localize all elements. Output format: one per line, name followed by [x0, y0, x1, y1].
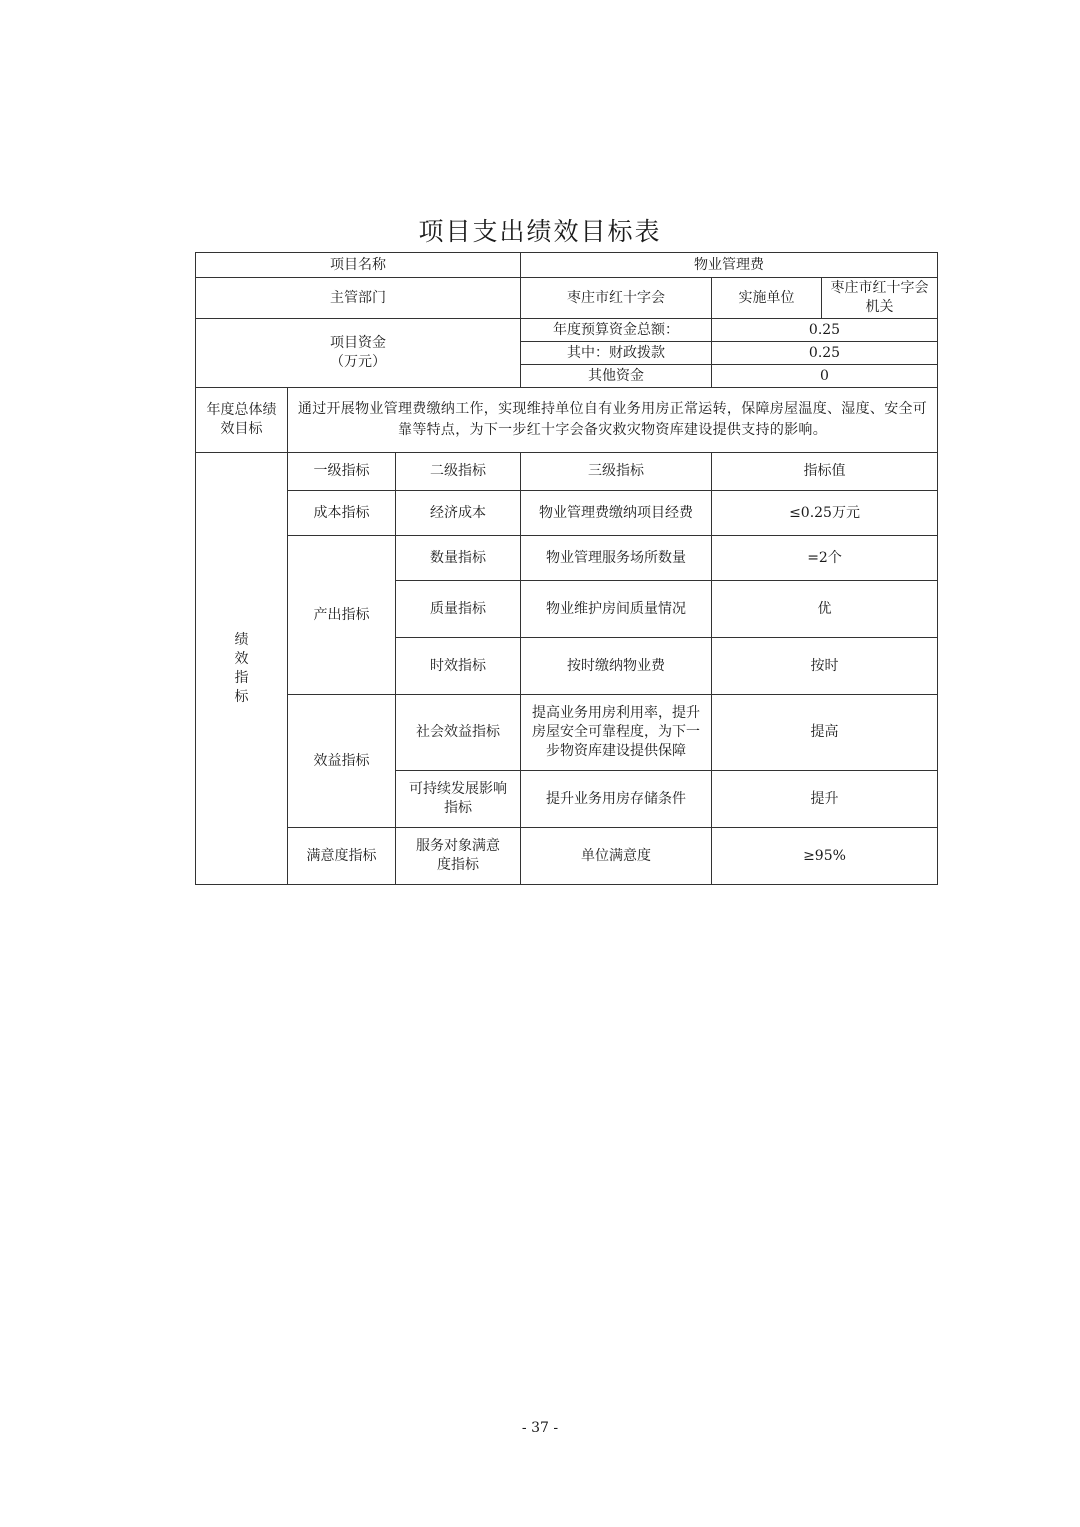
performance-table	[195, 252, 938, 885]
funds-total-label: 年度预算资金总额：	[521, 319, 712, 342]
satisfaction-level2: 服务对象满意度指标	[396, 828, 521, 885]
indicator-header-row	[196, 453, 938, 491]
benefit-level2: 社会效益指标	[396, 695, 521, 771]
header-value: 指标值	[712, 453, 938, 491]
department-value: 枣庄市红十字会	[521, 278, 712, 319]
annual-goal-label: 年度总体绩效目标	[196, 388, 288, 453]
indicators-section-text: 绩效指标	[234, 631, 249, 705]
output-value: =2个	[712, 536, 938, 581]
output-level2: 时效指标	[396, 638, 521, 695]
annual-goal-row	[196, 388, 938, 453]
cost-level2: 经济成本	[396, 491, 521, 536]
department-row	[196, 278, 938, 319]
funds-other-value: 0	[712, 365, 938, 388]
header-level3: 三级指标	[521, 453, 712, 491]
output-row-quantity	[196, 536, 938, 581]
benefit-level3: 提升业务用房存储条件	[521, 771, 712, 828]
project-name-label: 项目名称	[196, 253, 521, 278]
project-name-value: 物业管理费	[521, 253, 938, 278]
funds-unit-text: （万元）	[330, 354, 386, 370]
indicators-section-label	[196, 453, 288, 885]
funds-total-value: 0.25	[712, 319, 938, 342]
output-level1: 产出指标	[288, 536, 396, 695]
benefit-value: 提升	[712, 771, 938, 828]
cost-indicator-row	[196, 491, 938, 536]
satisfaction-level3: 单位满意度	[521, 828, 712, 885]
funds-label	[196, 319, 521, 388]
satisfaction-row	[196, 828, 938, 885]
funds-fiscal-label: 其中：财政拨款	[521, 342, 712, 365]
output-value: 优	[712, 581, 938, 638]
cost-value: ≤0.25万元	[712, 491, 938, 536]
funds-fiscal-value: 0.25	[712, 342, 938, 365]
output-level3: 物业管理服务场所数量	[521, 536, 712, 581]
benefit-level3: 提高业务用房利用率，提升房屋安全可靠程度，为下一步物资库建设提供保障	[521, 695, 712, 771]
implementing-unit-label: 实施单位	[712, 278, 822, 319]
department-label: 主管部门	[196, 278, 521, 319]
benefit-level1: 效益指标	[288, 695, 396, 828]
output-level3: 物业维护房间质量情况	[521, 581, 712, 638]
funds-total-row	[196, 319, 938, 342]
funds-label-text: 项目资金	[330, 335, 386, 351]
output-level2: 质量指标	[396, 581, 521, 638]
cost-level3: 物业管理费缴纳项目经费	[521, 491, 712, 536]
output-value: 按时	[712, 638, 938, 695]
implementing-unit-value: 枣庄市红十字会机关	[822, 278, 938, 319]
annual-goal-text: 通过开展物业管理费缴纳工作，实现维持单位自有业务用房正常运转，保障房屋温度、湿度、安全可靠等特点，为下一步红十字会备灾救灾物资库建设提供支持的影响。	[288, 388, 938, 453]
header-level2: 二级指标	[396, 453, 521, 491]
funds-other-label: 其他资金	[521, 365, 712, 388]
output-level3: 按时缴纳物业费	[521, 638, 712, 695]
header-level1: 一级指标	[288, 453, 396, 491]
project-name-row	[196, 253, 938, 278]
satisfaction-level1: 满意度指标	[288, 828, 396, 885]
output-level2: 数量指标	[396, 536, 521, 581]
benefit-row-social	[196, 695, 938, 771]
cost-level1: 成本指标	[288, 491, 396, 536]
satisfaction-value: ≥95%	[712, 828, 938, 885]
benefit-level2: 可持续发展影响指标	[396, 771, 521, 828]
page-title: 项目支出绩效目标表	[418, 217, 662, 246]
page-number: - 37 -	[521, 1420, 559, 1436]
benefit-value: 提高	[712, 695, 938, 771]
